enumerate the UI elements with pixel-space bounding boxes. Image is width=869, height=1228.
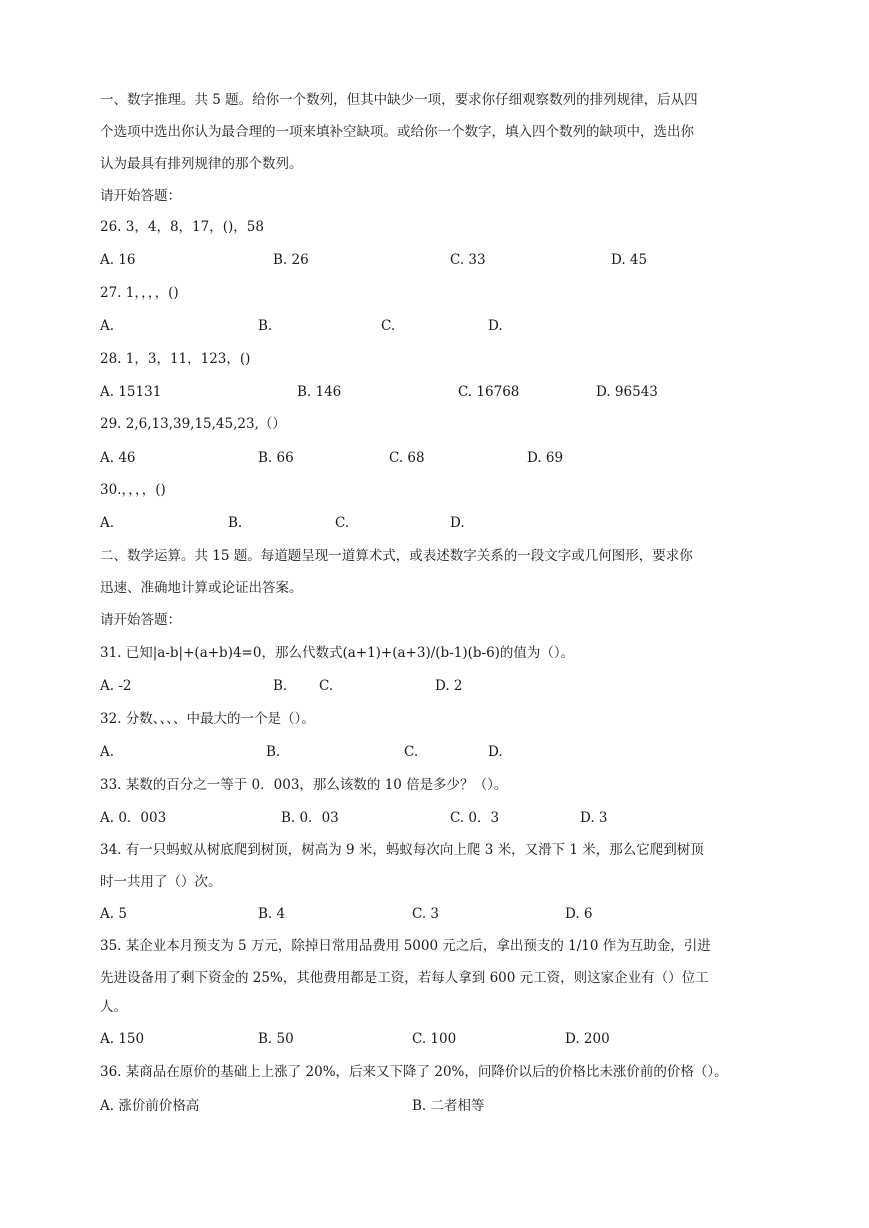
question-35-option-d: D. 200	[565, 1031, 610, 1047]
question-31-option-c: C.	[319, 678, 334, 694]
question-30-option-d: D.	[450, 515, 465, 531]
question-26-option-d: D. 45	[611, 252, 648, 268]
section2-intro-line1: 二、数学运算。共 15 题。每道题呈现一道算术式，或表述数字关系的一段文字或几何图形，要求你	[100, 548, 693, 564]
question-32-stem: 32. 分数、、、、中最大的一个是（）。	[100, 711, 315, 727]
section1-intro-line2: 个选项中选出你认为最合理的一项来填补空缺项。或给你一个数字，填入四个数列的缺项中，选出你	[100, 124, 694, 140]
question-27-option-d: D.	[488, 318, 503, 334]
question-33-stem: 33. 某数的百分之一等于 0．003，那么该数的 10 倍是多少？（）。	[100, 777, 508, 793]
question-27-stem: 27. 1，，，，()	[100, 285, 179, 301]
question-29-option-c: C. 68	[389, 450, 425, 466]
question-35-stem-line2: 先进设备用了剩下资金的 25%，其他费用都是工资，若每人拿到 600 元工资，则这家企业有（）位工	[100, 970, 709, 986]
section2-start: 请开始答题：	[100, 612, 181, 628]
question-31-option-b: B.	[273, 678, 288, 694]
question-29-stem: 29. 2,6,13,39,15,45,23,（）	[100, 416, 286, 432]
question-31-stem: 31. 已知|a-b|+(a+b)4=0，那么代数式(a+1)+(a+3)/(b-1)(b-6)的值为（）。	[100, 645, 575, 661]
question-26-option-b: B. 26	[273, 252, 309, 268]
question-32-option-a: A.	[100, 744, 115, 760]
question-35-option-b: B. 50	[258, 1031, 294, 1047]
question-30-option-b: B.	[228, 515, 243, 531]
question-34-option-b: B. 4	[258, 906, 286, 922]
question-31-option-a: A. -2	[100, 678, 132, 694]
question-33-option-b: B. 0．03	[281, 810, 339, 826]
question-35-option-a: A. 150	[100, 1031, 145, 1047]
question-32-option-c: C.	[404, 744, 419, 760]
question-28-option-b: B. 146	[297, 384, 342, 400]
question-31-option-d: D. 2	[435, 678, 463, 694]
question-36-option-b: B. 二者相等	[412, 1098, 485, 1114]
question-33-option-d: D. 3	[580, 810, 608, 826]
question-29-option-a: A. 46	[100, 450, 136, 466]
question-26-stem: 26. 3，4，8，17，()，58	[100, 219, 264, 235]
question-34-option-a: A. 5	[100, 906, 127, 922]
question-27-option-a: A.	[100, 318, 115, 334]
question-35-stem-line3: 人。	[100, 999, 127, 1015]
question-36-stem: 36. 某商品在原价的基础上上涨了 20%，后来又下降了 20%，问降价以后的价格比未涨价前的价格（）。	[100, 1064, 728, 1080]
question-34-option-c: C. 3	[412, 906, 440, 922]
question-32-option-b: B.	[266, 744, 281, 760]
question-34-stem-line1: 34. 有一只蚂蚁从树底爬到树顶，树高为 9 米，蚂蚁每次向上爬 3 米，又滑下 1 米，那么它爬到树顶	[100, 842, 704, 858]
question-27-option-b: B.	[258, 318, 273, 334]
question-26-option-a: A. 16	[100, 252, 136, 268]
question-28-option-d: D. 96543	[596, 384, 658, 400]
question-32-option-d: D.	[488, 744, 503, 760]
section2-intro-line2: 迅速、准确地计算或论证出答案。	[100, 580, 303, 596]
question-30-option-c: C.	[335, 515, 350, 531]
question-35-option-c: C. 100	[412, 1031, 457, 1047]
question-28-option-c: C. 16768	[458, 384, 520, 400]
question-29-option-b: B. 66	[258, 450, 294, 466]
section1-start: 请开始答题：	[100, 188, 181, 204]
question-35-stem-line1: 35. 某企业本月预支为 5 万元，除掉日常用品费用 5000 元之后，拿出预支的 1/10 作为互助金，引进	[100, 938, 711, 954]
question-28-stem: 28. 1，3，11，123，()	[100, 351, 251, 367]
question-36-option-a: A. 涨价前价格高	[100, 1098, 200, 1114]
question-30-stem: 30.，，，，()	[100, 482, 166, 498]
question-34-option-d: D. 6	[565, 906, 593, 922]
section1-intro-line3: 认为最具有排列规律的那个数列。	[100, 156, 303, 172]
question-34-stem-line2: 时一共用了（）次。	[100, 874, 222, 890]
question-33-option-c: C. 0．3	[450, 810, 500, 826]
question-29-option-d: D. 69	[527, 450, 564, 466]
section1-intro-line1: 一、数字推理。共 5 题。给你一个数列，但其中缺少一项，要求你仔细观察数列的排列规律，后从四	[100, 92, 698, 108]
question-33-option-a: A. 0．003	[100, 810, 167, 826]
question-27-option-c: C.	[381, 318, 396, 334]
question-26-option-c: C. 33	[450, 252, 486, 268]
question-30-option-a: A.	[100, 515, 115, 531]
question-28-option-a: A. 15131	[100, 384, 162, 400]
